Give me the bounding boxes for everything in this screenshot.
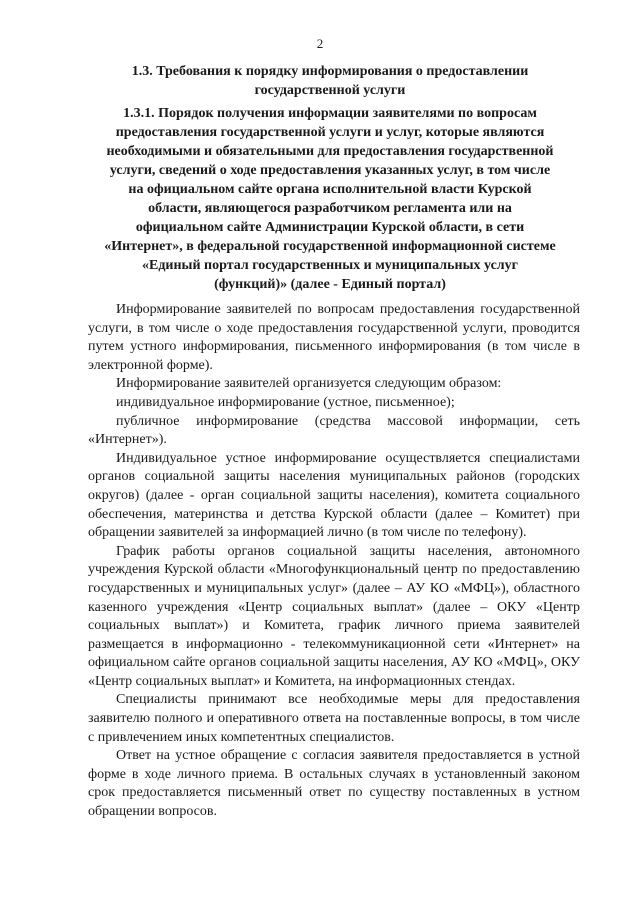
document-body (88, 301, 580, 822)
subsection-title-line: 1.3.1. Порядок получения информации заявителями по вопросам (123, 106, 537, 121)
paragraph: Информирование заявителей организуется следующим образом: (116, 376, 502, 392)
section-title-line: 1.3. Требования к порядку информирования о предоставлении (131, 64, 529, 79)
subsection-title-line: официальном сайте Администрации Курской области, в сети (135, 220, 525, 235)
paragraph: индивидуальное информирование (устное, письменное); (116, 394, 455, 410)
subsection-title-line: на официальном сайте органа исполнительной власти Курской (128, 182, 532, 197)
subsection-title-line: предоставления государственной услуги и услуг, которые являются (115, 125, 545, 140)
subsection-title-line: (функций)» (далее - Единый портал) (214, 277, 446, 292)
section-title-line: государственной услуги (254, 83, 406, 98)
section-title (80, 62, 580, 100)
paragraph: публичное информирование (средства массовой информации, сеть «Интернет»). (88, 413, 580, 448)
paragraph: Ответ на устное обращение с согласия заявителя предоставляется в устной форме в ходе личного приема. В остальных случаях в установленный законом срок предоставляется письменный ответ по существу поставленных в устном обращении вопросов. (88, 748, 580, 820)
subsection-title-line: «Интернет», в федеральной государственной информационной системе (104, 239, 556, 254)
paragraph: Специалисты принимают все необходимые меры для предоставления заявителю полного и оперативного ответа на поставленные вопросы, в том числе с привлечением иных компетентных специалистов. (88, 692, 580, 745)
page-number: 2 (316, 36, 324, 51)
subsection-title (80, 104, 580, 294)
paragraph: График работы органов социальной защиты населения, автономного учреждения Курской области «Многофункциональный центр по предоставлению государственных и муниципальных услуг» (далее – АУ КО «МФЦ»), областного казенного учреждения «Центр социальных выплат» (далее – ОКУ «Центр социальных выплат») и Комитета, график личного приема заявителей размещается в информационно - телекоммуникационной сети «Интернет» на официальном сайте органов социальной защиты населения, АУ КО «МФЦ», ОКУ «Центр социальных выплат» и Комитета, на информационных стендах. (88, 543, 580, 689)
paragraph: Информирование заявителей по вопросам предоставления государственной услуги, в том числе о ходе предоставления государственной услуги, проводится путем устного информирования, письменного информирования (в том числе в электронной форме). (88, 302, 580, 373)
subsection-title-line: услуги, сведений о ходе предоставления указанных услуг, в том числе (109, 163, 551, 178)
subsection-title-line: области, являющегося разработчиком регламента или на (148, 201, 512, 216)
subsection-title-line: необходимыми и обязательными для предоставления государственной (106, 144, 554, 159)
paragraph: Индивидуальное устное информирование осуществляется специалистами органов социальной защиты населения муниципальных районов (городских округов) (далее - орган социальной защиты населения), комитета социального обеспечения, материнства и детства Курской области (далее – Комитет) при обращении заявителей за информацией лично (в том числе по телефону). (88, 450, 580, 541)
subsection-title-line: «Единый портал государственных и муниципальных услуг (141, 258, 518, 273)
